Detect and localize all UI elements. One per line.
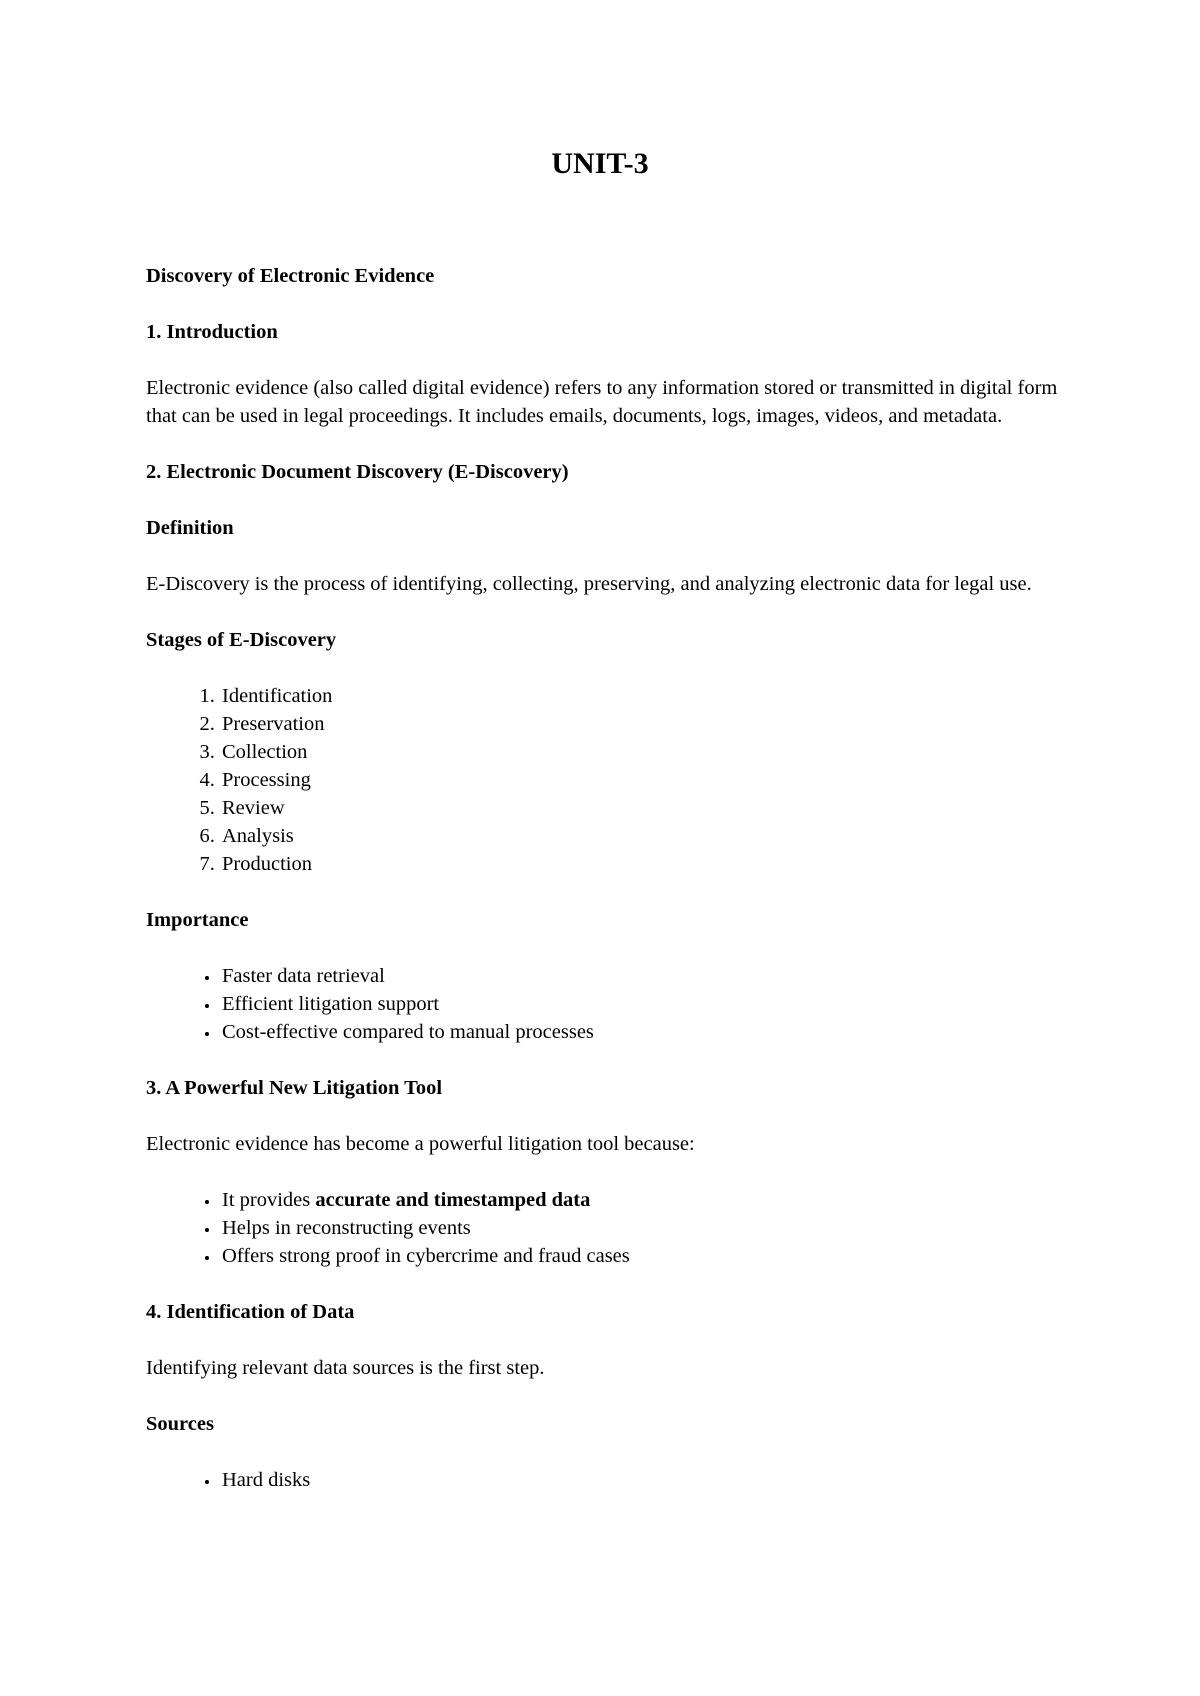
list-item <box>220 1186 1066 1214</box>
list-item: • Efficient litigation support <box>220 990 1066 1018</box>
section-heading-introduction: 1. Introduction <box>146 321 278 343</box>
identification-paragraph: Identifying relevant data sources is the first step. <box>146 1357 545 1379</box>
stages-list <box>146 682 1066 878</box>
list-item: 4. Processing <box>220 766 1066 794</box>
list-item: • Helps in reconstructing events <box>220 1214 1066 1242</box>
list-item: 2. Preservation <box>220 710 1066 738</box>
subheading-sources: Sources <box>146 1413 214 1435</box>
section-heading-litigation-tool: 3. A Powerful New Litigation Tool <box>146 1077 443 1099</box>
document-body <box>146 262 1066 1522</box>
importance-list <box>146 962 1066 1046</box>
list-item: • Hard disks <box>220 1466 1066 1494</box>
list-item: 5. Review <box>220 794 1066 822</box>
list-item: • Offers strong proof in cybercrime and fraud cases <box>220 1242 1066 1270</box>
list-item: • Cost-effective compared to manual processes <box>220 1018 1066 1046</box>
introduction-paragraph: Electronic evidence (also called digital evidence) refers to any information stored or transmitted in digital form that can be used in legal proceedings. It includes emails, documents, logs, images, videos, and metadata. <box>146 377 1058 427</box>
list-item: 6. Analysis <box>220 822 1066 850</box>
litigation-tool-paragraph: Electronic evidence has become a powerful litigation tool because: <box>146 1133 695 1155</box>
definition-paragraph: E-Discovery is the process of identifying, collecting, preserving, and analyzing electronic data for legal use. <box>146 573 1032 595</box>
list-item: 3. Collection <box>220 738 1066 766</box>
document-heading: Discovery of Electronic Evidence <box>146 265 435 287</box>
bullet-text: It provides <box>222 1189 316 1211</box>
sources-list <box>146 1466 1066 1494</box>
list-item: • Faster data retrieval <box>220 962 1066 990</box>
subheading-stages: Stages of E-Discovery <box>146 629 337 651</box>
list-item: 1. Identification <box>220 682 1066 710</box>
litigation-tool-list <box>146 1186 1066 1270</box>
page-title: UNIT-3 <box>551 147 649 180</box>
subheading-importance: Importance <box>146 909 249 931</box>
list-item: 7. Production <box>220 850 1066 878</box>
section-heading-ediscovery: 2. Electronic Document Discovery (E-Discovery) <box>146 461 569 483</box>
subheading-definition: Definition <box>146 517 234 539</box>
section-heading-identification: 4. Identification of Data <box>146 1301 355 1323</box>
bullet-emphasis: accurate and timestamped data <box>315 1189 591 1211</box>
